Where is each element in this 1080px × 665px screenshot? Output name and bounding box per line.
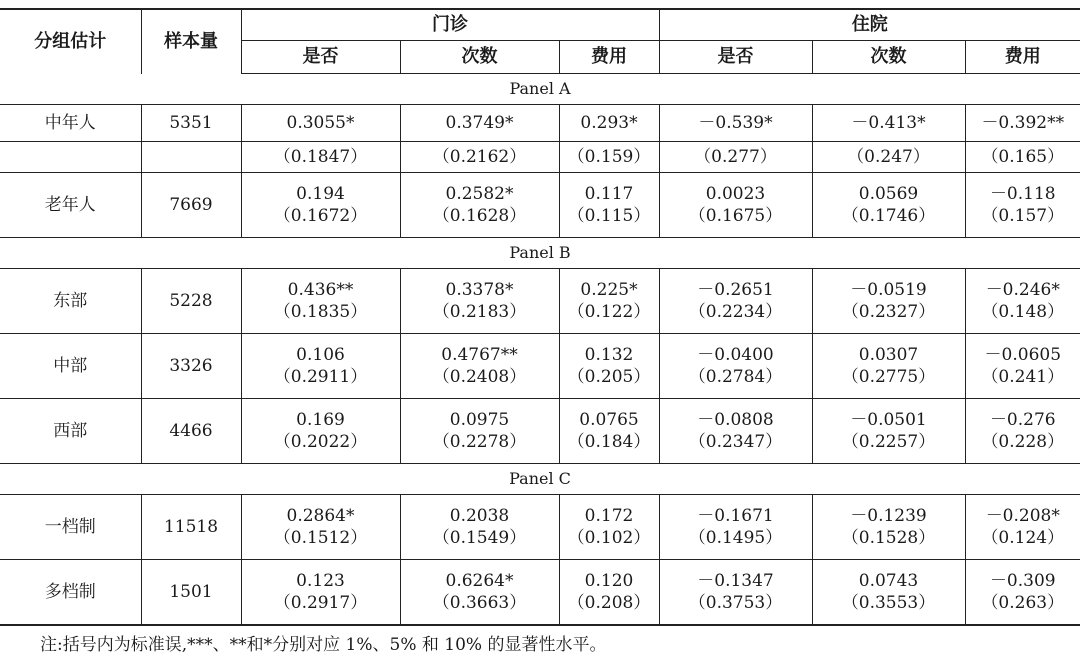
estimate-cell	[812, 399, 965, 464]
estimate-cell	[400, 269, 559, 334]
coefficient-cell: 0.3055*	[241, 105, 400, 142]
row-sample-size: 5228	[141, 269, 241, 334]
coefficient-value: 0.0023	[705, 184, 766, 204]
estimate-cell	[400, 495, 559, 560]
coefficient-value: 0.117	[584, 184, 634, 204]
table-row	[0, 105, 1080, 142]
coefficient-value: 0.0975	[449, 410, 510, 430]
panel-row	[0, 74, 1080, 105]
estimate-cell	[559, 334, 659, 399]
estimate-cell	[559, 173, 659, 238]
coefficient-value: －0.276	[989, 410, 1056, 430]
coefficient-value: 0.120	[584, 571, 634, 591]
standard-error-value: （0.205）	[567, 367, 651, 387]
estimate-cell	[400, 173, 559, 238]
standard-error-value: （0.124）	[981, 528, 1065, 548]
estimate-cell	[965, 269, 1080, 334]
standard-error-value: （0.241）	[981, 367, 1065, 387]
row-group-name: 中年人	[0, 105, 141, 142]
estimate-cell	[400, 560, 559, 626]
estimate-cell	[241, 269, 400, 334]
standard-error-value: （0.2784）	[688, 367, 783, 387]
coefficient-value: －0.1671	[697, 506, 774, 526]
standard-error-value: （0.2775）	[841, 367, 936, 387]
estimate-cell	[400, 334, 559, 399]
group-column-header: 分组估计	[0, 9, 141, 74]
table-row	[0, 495, 1080, 560]
estimate-cell	[965, 495, 1080, 560]
coefficient-cell: －0.392**	[965, 105, 1080, 142]
coefficient-value: 0.225*	[580, 280, 638, 300]
coefficient-value: －0.208*	[985, 506, 1060, 526]
subheader-outpatient-whether: 是否	[241, 41, 400, 74]
estimate-cell	[659, 269, 812, 334]
standard-error-cell: （0.165）	[965, 142, 1080, 173]
row-sample-size: 3326	[141, 334, 241, 399]
standard-error-value: （0.122）	[567, 302, 651, 322]
estimate-cell	[965, 560, 1080, 626]
row-sample-size: 4466	[141, 399, 241, 464]
coefficient-value: 0.436**	[287, 280, 354, 300]
standard-error-value: （0.1675）	[688, 206, 783, 226]
row-group-name: 老年人	[0, 173, 141, 238]
estimate-cell	[965, 399, 1080, 464]
coefficient-value: 0.0307	[858, 345, 919, 365]
row-sample-size: 5351	[141, 105, 241, 142]
coefficient-value: 0.2864*	[286, 506, 355, 526]
coefficient-value: 0.194	[296, 184, 345, 204]
estimate-cell	[659, 495, 812, 560]
standard-error-value: （0.2347）	[688, 432, 783, 452]
regression-table	[0, 8, 1080, 626]
standard-error-value: （0.115）	[567, 206, 651, 226]
coefficient-value: 0.2582*	[445, 184, 514, 204]
coefficient-value: 0.123	[296, 571, 345, 591]
table-row	[0, 560, 1080, 626]
table-row	[0, 142, 1080, 173]
estimate-cell	[400, 399, 559, 464]
estimate-cell	[241, 173, 400, 238]
row-sample-size: 1501	[141, 560, 241, 626]
standard-error-cell: （0.247）	[812, 142, 965, 173]
standard-error-value: （0.3753）	[688, 593, 783, 613]
subheader-inpatient-cost: 费用	[965, 41, 1080, 74]
subheader-inpatient-times: 次数	[812, 41, 965, 74]
standard-error-value: （0.2278）	[432, 432, 527, 452]
row-sample-size: 7669	[141, 173, 241, 238]
standard-error-value: （0.184）	[567, 432, 651, 452]
standard-error-value: （0.3663）	[432, 593, 527, 613]
standard-error-value: （0.1495）	[688, 528, 783, 548]
panel-label: Panel C	[0, 464, 1080, 495]
estimate-cell	[812, 495, 965, 560]
standard-error-value: （0.1672）	[273, 206, 368, 226]
sample-size-column-header: 样本量	[141, 9, 241, 74]
estimate-cell	[559, 399, 659, 464]
coefficient-cell: 0.293*	[559, 105, 659, 142]
standard-error-value: （0.2234）	[688, 302, 783, 322]
panel-row	[0, 464, 1080, 495]
table-body	[0, 74, 1080, 626]
standard-error-cell: （0.159）	[559, 142, 659, 173]
estimate-cell	[659, 560, 812, 626]
standard-error-value: （0.2911）	[273, 367, 368, 387]
standard-error-value: （0.2183）	[432, 302, 527, 322]
subheader-outpatient-cost: 费用	[559, 41, 659, 74]
coefficient-value: 0.4767**	[441, 345, 518, 365]
coefficient-value: －0.309	[989, 571, 1056, 591]
coefficient-value: 0.172	[584, 506, 634, 526]
standard-error-value: （0.148）	[981, 302, 1065, 322]
standard-error-value: （0.1512）	[273, 528, 368, 548]
standard-error-value: （0.208）	[567, 593, 651, 613]
standard-error-value: （0.2917）	[273, 593, 368, 613]
standard-error-value: （0.2408）	[432, 367, 527, 387]
estimate-cell	[241, 495, 400, 560]
estimate-cell	[659, 173, 812, 238]
standard-error-value: （0.1835）	[273, 302, 368, 322]
panel-label: Panel A	[0, 74, 1080, 105]
coefficient-value: －0.0501	[850, 410, 927, 430]
estimate-cell	[965, 334, 1080, 399]
coefficient-value: 0.6264*	[445, 571, 514, 591]
panel-row	[0, 238, 1080, 269]
standard-error-value: （0.1528）	[841, 528, 936, 548]
coefficient-value: －0.1347	[697, 571, 774, 591]
subheader-inpatient-whether: 是否	[659, 41, 812, 74]
outpatient-group-header: 门诊	[241, 9, 659, 41]
coefficient-value: 0.0743	[858, 571, 919, 591]
coefficient-value: －0.0605	[984, 345, 1062, 365]
empty-cell	[0, 142, 141, 173]
coefficient-value: －0.118	[989, 184, 1056, 204]
estimate-cell	[559, 495, 659, 560]
coefficient-cell: －0.413*	[812, 105, 965, 142]
table-note: 注:括号内为标准误,***、**和*分别对应 1%、5% 和 10% 的显著性水平。	[40, 635, 607, 655]
estimate-cell	[559, 269, 659, 334]
coefficient-value: 0.2038	[449, 506, 510, 526]
coefficient-value: －0.0808	[697, 410, 774, 430]
standard-error-cell: （0.1847）	[241, 142, 400, 173]
standard-error-value: （0.1549）	[432, 528, 527, 548]
standard-error-value: （0.2022）	[273, 432, 368, 452]
estimate-cell	[659, 399, 812, 464]
coefficient-value: 0.106	[296, 345, 345, 365]
empty-cell	[141, 142, 241, 173]
standard-error-value: （0.157）	[981, 206, 1065, 226]
standard-error-value: （0.263）	[981, 593, 1065, 613]
estimate-cell	[812, 334, 965, 399]
estimate-cell	[241, 560, 400, 626]
coefficient-value: －0.2651	[697, 280, 774, 300]
estimate-cell	[659, 334, 812, 399]
standard-error-value: （0.1746）	[841, 206, 936, 226]
coefficient-value: 0.0765	[579, 410, 639, 430]
standard-error-value: （0.228）	[981, 432, 1065, 452]
coefficient-value: －0.0519	[850, 280, 927, 300]
coefficient-value: 0.132	[584, 345, 634, 365]
coefficient-value: 0.3378*	[445, 280, 514, 300]
estimate-cell	[965, 173, 1080, 238]
row-group-name: 东部	[0, 269, 141, 334]
table-row	[0, 269, 1080, 334]
table-row	[0, 334, 1080, 399]
estimate-cell	[812, 269, 965, 334]
table-row	[0, 173, 1080, 238]
standard-error-value: （0.2257）	[841, 432, 936, 452]
standard-error-cell: （0.277）	[659, 142, 812, 173]
estimate-cell	[559, 560, 659, 626]
row-sample-size: 11518	[141, 495, 241, 560]
estimate-cell	[241, 399, 400, 464]
standard-error-value: （0.2327）	[841, 302, 936, 322]
coefficient-cell: 0.3749*	[400, 105, 559, 142]
panel-label: Panel B	[0, 238, 1080, 269]
row-group-name: 一档制	[0, 495, 141, 560]
estimate-cell	[812, 560, 965, 626]
standard-error-value: （0.102）	[567, 528, 651, 548]
standard-error-cell: （0.2162）	[400, 142, 559, 173]
coefficient-value: 0.0569	[858, 184, 919, 204]
coefficient-value: 0.169	[296, 410, 345, 430]
estimate-cell	[241, 334, 400, 399]
coefficient-value: －0.1239	[850, 506, 927, 526]
estimate-cell	[812, 173, 965, 238]
coefficient-cell: －0.539*	[659, 105, 812, 142]
row-group-name: 中部	[0, 334, 141, 399]
row-group-name: 多档制	[0, 560, 141, 626]
standard-error-value: （0.3553）	[841, 593, 936, 613]
subheader-outpatient-times: 次数	[400, 41, 559, 74]
table-row	[0, 399, 1080, 464]
inpatient-group-header: 住院	[659, 9, 1080, 41]
standard-error-value: （0.1628）	[432, 206, 527, 226]
coefficient-value: －0.246*	[985, 280, 1060, 300]
coefficient-value: －0.0400	[697, 345, 774, 365]
row-group-name: 西部	[0, 399, 141, 464]
